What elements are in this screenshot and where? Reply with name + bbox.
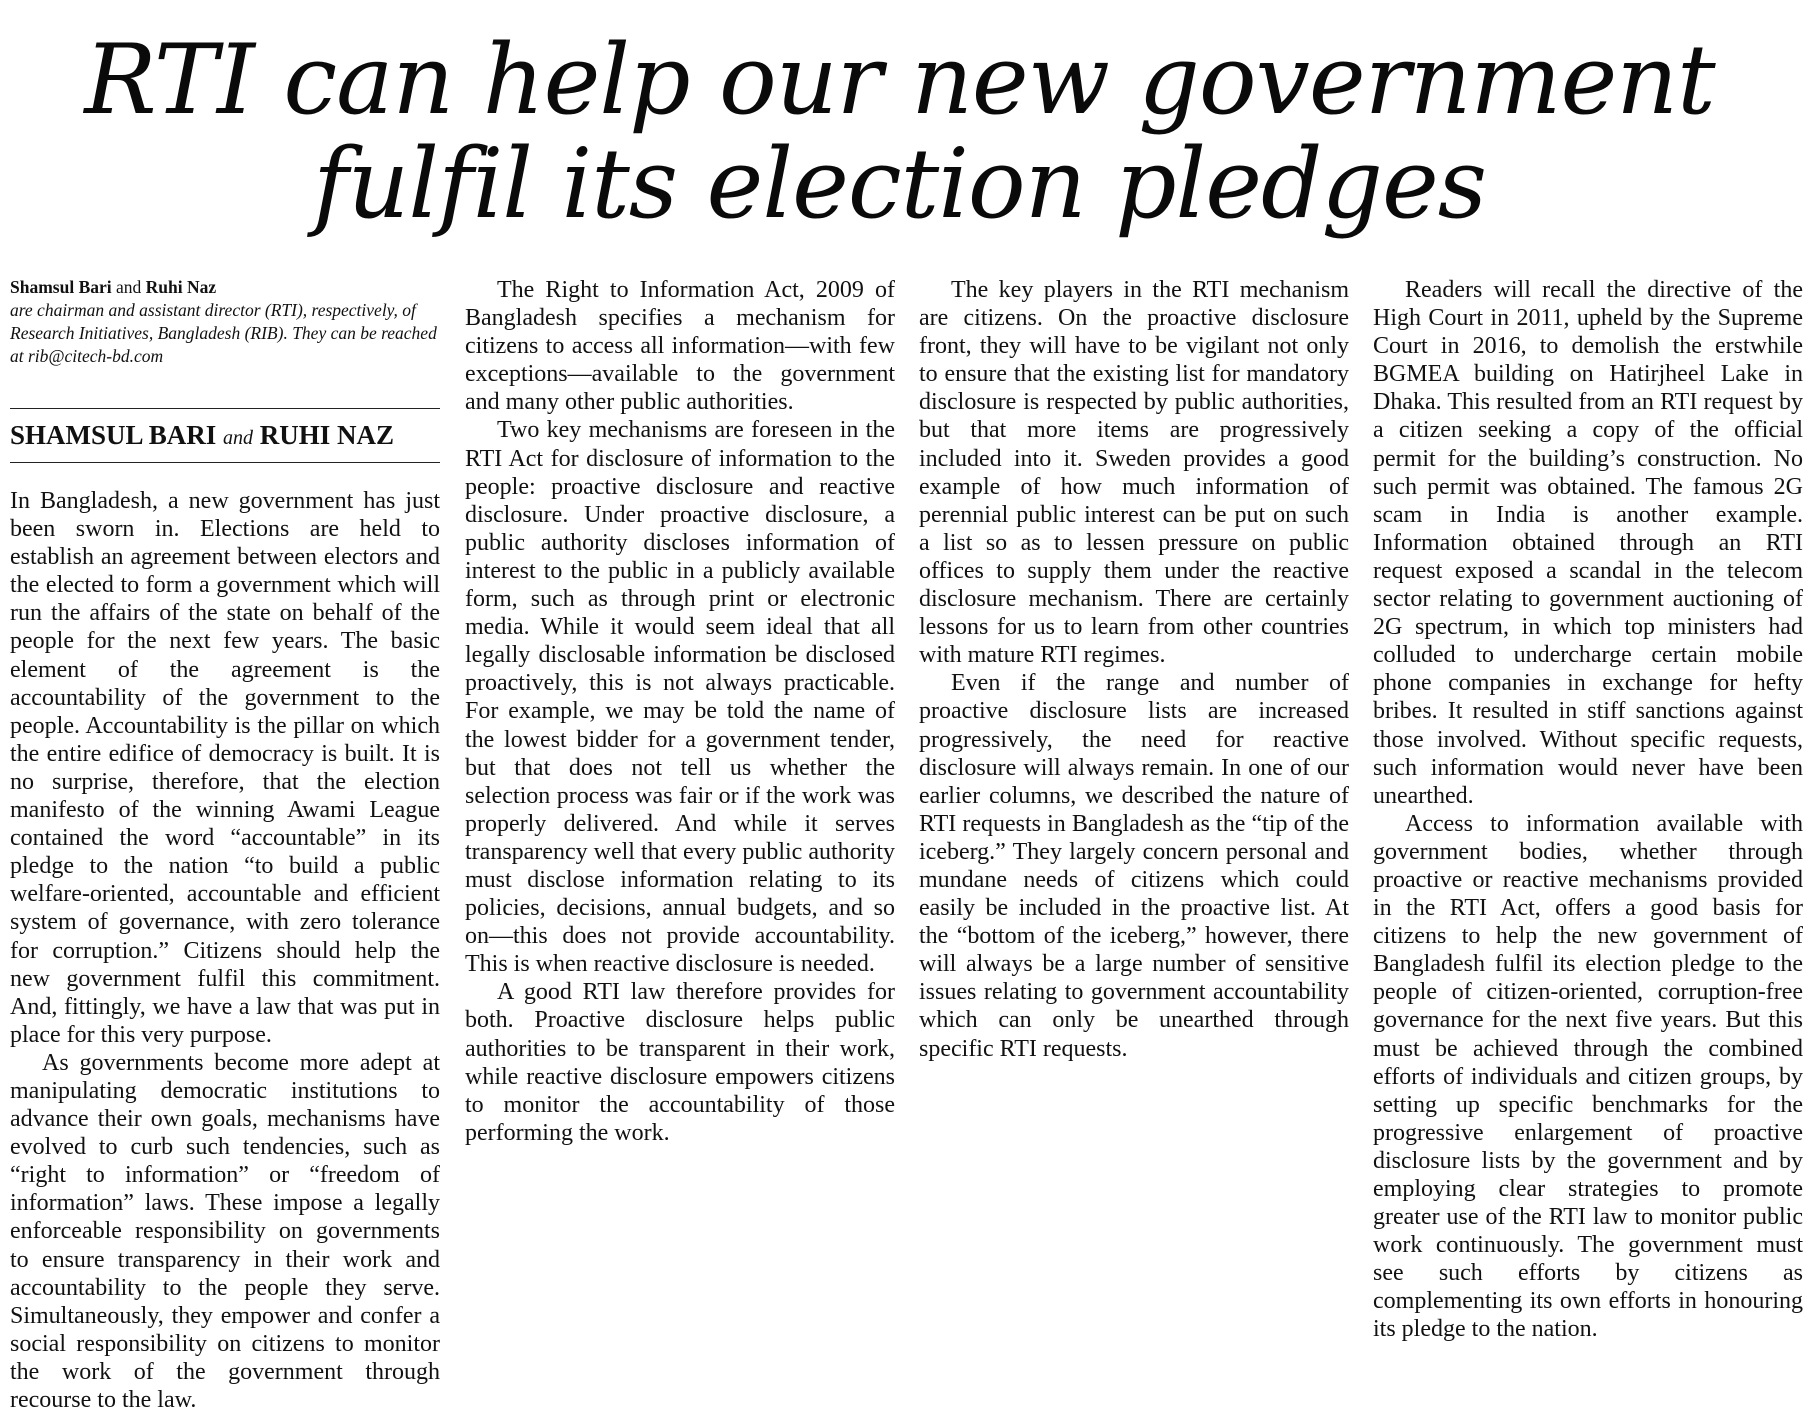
author-note-name-1: Shamsul Bari xyxy=(10,277,112,297)
headline-line-1: RTI can help our new government xyxy=(84,24,1715,136)
author-note-name-2: Ruhi Naz xyxy=(145,277,217,297)
paragraph-3: The Right to Information Act, 2009 of Bangladesh specifies a mechanism for citizens to access all information—with few exceptions—available to the government and many other public authorities. xyxy=(465,277,895,416)
paragraph-6: The key players in the RTI mechanism are citizens. On the proactive disclosure front, they will have to be vigilant not only to ensure that the existing list for mandatory disclosure is respected by public authorities, but that more items are progressively included into it. Sweden provides a good example of how much information of perennial public interest can be put on such a list so as to lessen pressure on public offices to supply them under the reactive disclosure mechanism. There are certainly lessons for us to learn from other countries with mature RTI regimes. xyxy=(919,277,1349,669)
headline xyxy=(0,24,1799,240)
paragraph-5: A good RTI law therefore provides for both. Proactive disclosure helps public authorities to be transparent in their work, while reactive disclosure empowers citizens to monitor the accountability of those performing the work. xyxy=(465,979,895,1146)
article-column-4 xyxy=(1373,276,1803,1366)
paragraph-2: As governments become more adept at manipulating democratic institutions to advance their own goals, mechanisms have evolved to curb such tendencies, such as “right to information” or “freedom of information” laws. These impose a legally enforceable responsibility on governments to ensure transparency in their work and accountability to the people they serve. Simultaneously, they empower and confer a social responsibility on citizens to monitor the work of the government through recourse to the law. xyxy=(10,1049,440,1413)
article-column-3 xyxy=(919,276,1349,1366)
author-note xyxy=(10,276,440,368)
byline-name-2: RUHI NAZ xyxy=(259,420,395,450)
headline-line-2: fulfil its election pledges xyxy=(312,128,1487,240)
byline xyxy=(10,408,440,463)
byline-name-1: SHAMSUL BARI xyxy=(10,420,217,450)
article-column-1 xyxy=(10,276,440,1413)
paragraph-1: In Bangladesh, a new government has just been sworn in. Elections are held to establish an agreement between electors and the elected to form a government which will run the affairs of the state on behalf of the people for the next few years. The basic element of the agreement is the accountability of the government to the people. Accountability is the pillar on which the entire edifice of democracy is built. It is no surprise, therefore, that the election manifesto of the winning Awami League contained the word “accountable” in its pledge to the nation “to build a public welfare-oriented, accountable and efficient system of governance, with zero tolerance for corruption.” Citizens should help the new government fulfil this commitment. And, fittingly, we have a law that was put in place for this very purpose. xyxy=(10,488,440,1048)
article-column-2 xyxy=(465,276,895,1366)
paragraph-7: Even if the range and number of proactive disclosure lists are increased progressively, the need for reactive disclosure will always remain. In one of our earlier columns, we described the nature of RTI requests in Bangladesh as the “tip of the iceberg.” They largely concern personal and mundane needs of citizens which could easily be included in the proactive list. At the “bottom of the iceberg,” however, there will always be a large number of sensitive issues relating to government accountability which can only be unearthed through specific RTI requests. xyxy=(919,670,1349,1062)
author-note-conj: and xyxy=(116,277,142,297)
paragraph-8: Readers will recall the directive of the High Court in 2011, upheld by the Supreme Court in 2016, to demolish the erstwhile BGMEA building on Hatirjheel Lake in Dhaka. This resulted from an RTI request by a citizen seeking a copy of the official permit for the building’s construction. No such permit was obtained. The famous 2G scam in India is another example. Information obtained through an RTI request exposed a scandal in the telecom sector relating to government auctioning of 2G spectrum, in which top ministers had colluded to undercharge certain mobile phone companies in exchange for hefty bribes. It resulted in stiff sanctions against those involved. Without specific requests, such information would never have been unearthed. xyxy=(1373,277,1803,809)
byline-conj: and xyxy=(223,427,254,449)
paragraph-4: Two key mechanisms are foreseen in the RTI Act for disclosure of information to the people: proactive disclosure and reactive disclosure. Under proactive disclosure, a public authority discloses information of interest to the public in a publicly available form, such as through print or electronic media. While it would seem ideal that all legally disclosable information be disclosed proactively, this is not always practicable. For example, we may be told the name of the lowest bidder for a government tender, but that does not tell us whether the selection process was fair or if the work was properly delivered. And while it serves transparency well that every public authority must disclose information relating to its policies, decisions, annual budgets, and so on—this does not provide accountability. This is when reactive disclosure is needed. xyxy=(465,417,895,978)
paragraph-9: Access to information available with government bodies, whether through proactive or reactive mechanisms provided in the RTI Act, offers a good basis for citizens to help the new government of Bangladesh fulfil its election pledge to the people of citizen-oriented, corruption-free governance for the next five years. But this must be achieved through the combined efforts of individuals and citizen groups, by setting up specific benchmarks for the progressive enlargement of proactive disclosure lists by the government and by employing clear strategies to promote greater use of the RTI law to monitor public work continuously. The government must see such efforts by citizens as complementing its own efforts in honouring its pledge to the nation. xyxy=(1373,810,1803,1343)
author-note-description: are chairman and assistant director (RTI), respectively, of Research Initiatives, Bangladesh (RIB). They can be reached at rib@citech-bd.com xyxy=(10,300,437,366)
